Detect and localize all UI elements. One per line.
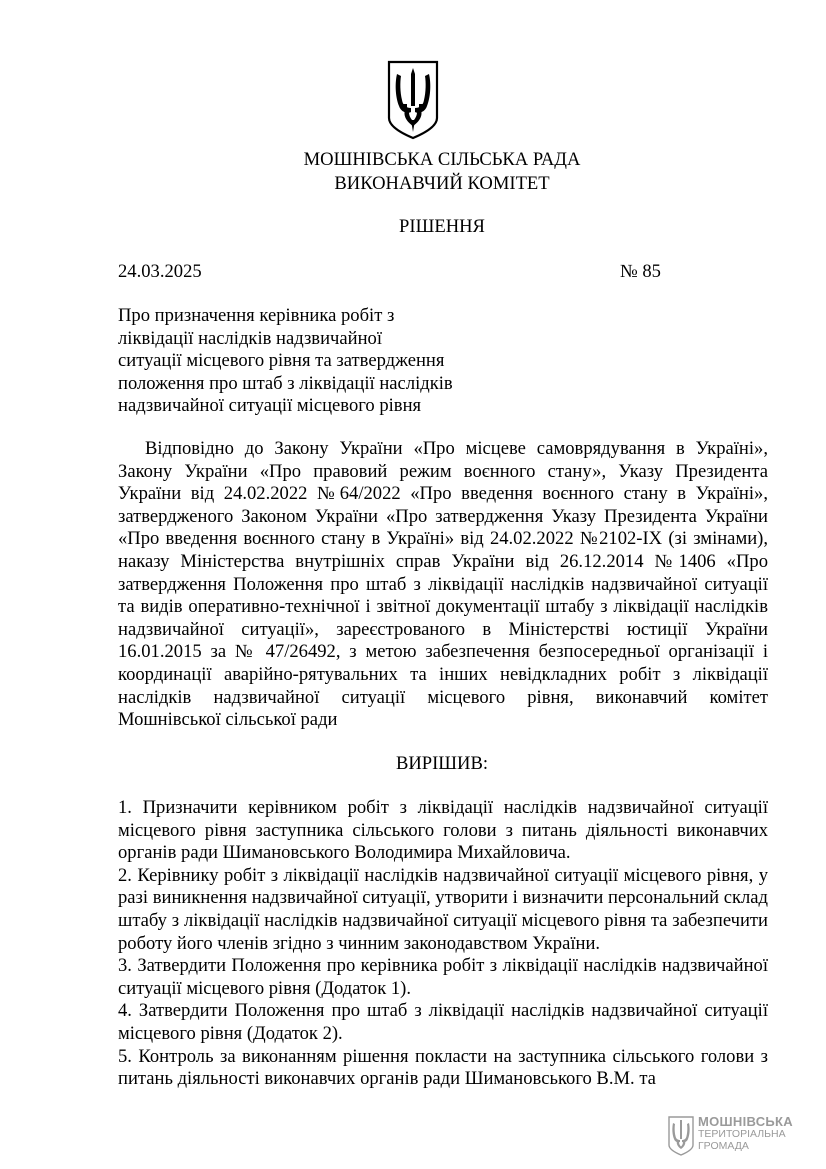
watermark-line: ТЕРИТОРІАЛЬНА [698,1128,786,1140]
resolved-heading: ВИРІШИВ: [395,753,489,774]
decision-date: 24.03.2025 [118,261,202,282]
organization-header [0,148,826,196]
watermark-text [698,1116,793,1152]
subject-line: надзвичайної ситуації місцевого рівня [118,395,422,417]
decision-item: 3. Затвердити Положення про керівника робіт з ліквідації наслідків надзвичайної ситуації місцевого рівня (Додаток 1). [118,955,768,999]
watermark-line: ГРОМАДА [698,1140,749,1152]
council-name: МОШНІВСЬКА СІЛЬСЬКА РАДА [303,149,581,170]
decision-item: 4. Затвердити Положення про штаб з ліквідації наслідків надзвичайної ситуації місцевого рівня (Додаток 2). [118,1000,768,1044]
community-watermark [668,1116,818,1164]
decision-subject [118,305,498,418]
document-type-title: РІШЕННЯ [399,216,485,237]
committee-name: ВИКОНАВЧИЙ КОМІТЕТ [334,173,550,194]
watermark-line: МОШНІВСЬКА [698,1114,793,1129]
decision-items [118,797,768,1091]
subject-line: положення про штаб з ліквідації наслідків [118,372,453,394]
subject-line: ліквідації наслідків надзвичайної [118,327,382,349]
subject-line: ситуації місцевого рівня та затвердження [118,350,445,372]
subject-line: Про призначення керівника робіт з [118,305,395,326]
preamble-paragraph: Відповідно до Закону України «Про місцеве самоврядування в Україні», Закону України «Про правовий режим воєнного стану», Указу Президента України від 24.02.2022 №64/2022 «Про введення воєнного стану в Україні», затвердженого Законом України «Про затвердження Указу Президента України «Про введення воєнного стану в Україні» від 24.02.2022 №2102-IX (зі змінами), наказу Міністерства внутрішніх справ України від 26.12.2014 №1406 «Про затвердження Положення про штаб з ліквідації наслідків надзвичайної ситуації та видів оперативно-технічної і звітної документації штабу з ліквідації наслідків надзвичайної ситуації», зареєстрованого в Міністерстві юстиції України 16.01.2015 за № 47/26492, з метою забезпечення безпосередньої організації і координації аварійно-рятувальних та інших невідкладних робіт з ліквідації наслідків надзвичайної ситуації місцевого рівня, виконавчий комітет Мошнівської сільської ради [118,438,768,731]
decision-item: 5. Контроль за виконанням рішення покласти на заступника сільського голови з питань діяльності виконавчих органів ради Шимановського В.М. та [118,1045,768,1090]
decision-number: № 85 [620,261,661,282]
trident-emblem-icon [387,60,439,140]
trident-watermark-icon [668,1116,694,1156]
decision-item: 1. Призначити керівником робіт з ліквідації наслідків надзвичайної ситуації місцевого рівня заступника сільського голови з питань діяльності виконавчих органів ради Шимановського Володимира Михайловича. [118,797,768,864]
decision-item: 2. Керівнику робіт з ліквідації наслідків надзвичайної ситуації місцевого рівня, у разі виникнення надзвичайної ситуації, утворити і визначити персональний склад штабу з ліквідації наслідків надзвичайної ситуації місцевого рівня та забезпечити роботу його членів згідно з чинним законодавством України. [118,864,768,954]
